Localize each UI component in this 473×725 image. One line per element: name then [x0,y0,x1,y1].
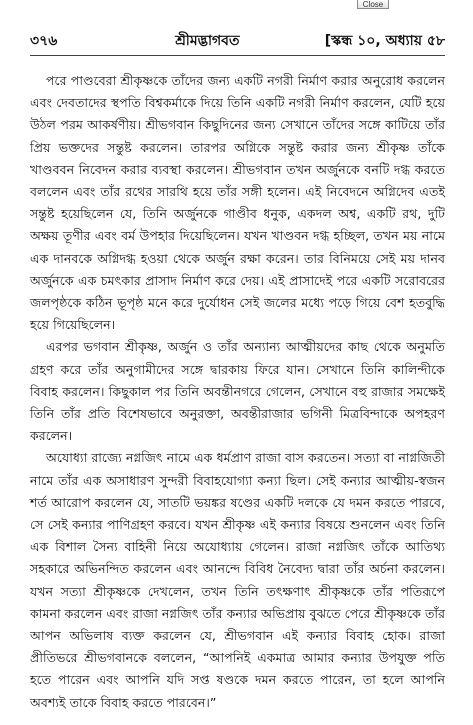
book-title: শ্রীমদ্ভাগবত [175,33,240,49]
paragraph: পরে পাণ্ডবেরা শ্রীকৃষ্ণকে তাঁদের জন্য একটি নগরী নির্মাণ করার অনুরোধ করলেন এবং দেবতাদের স্থপতি বিশ্বকর্মাকে দিয়ে তিনি একটি নগরী নির্মাণ করলেন, যেটি হয়ে উঠল পরম আকর্ষণীয়। শ্রীভগবান কিছুদিনের জন্য সেখানে তাঁদের সঙ্গে কাটিয়ে তাঁর প্রিয় ভক্তদের সন্তুষ্ট করলেন। তারপর অগ্নিকে সন্তুষ্ট করার জন্য শ্রীকৃষ্ণ তাঁকে খাণ্ডববন নিবেদন করার ব্যবস্থা করলেন। শ্রীভগবান তখন অর্জুনকে বনটি দগ্ধ করতে বললেন এবং তাঁর রথের সারথি হয়ে তাঁর সঙ্গী হলেন। এই নিবেদনে অগ্নিদেব এতই সন্তুষ্ট হয়েছিলেন যে, তিনি অর্জুনকে গাণ্ডীব ধনুক, একদল অশ্ব, একটি রথ, দুটি অক্ষয় তূণীর এবং বর্ম উপহার দিয়েছিলেন। যখন খাণ্ডবন দগ্ধ হচ্ছিল, তখন ময় নামে এক দানবকে অগ্নিদগ্ধ হওয়া থেকে অর্জুন রক্ষা করেন। তার বিনিময়ে সেই ময় দানব অর্জুনকে এক চমৎকার প্রাসাদ নির্মাণ করে দেয়। এই প্রাসাদেই পরে একটি সরোবরের জলপৃষ্ঠকে কঠিন ভূপৃষ্ঠ মনে করে দুর্যোধন সেই জলের মধ্যে পড়ে গিয়ে বেশ হতবুদ্ধি হয়ে গিয়েছিলেন। [30,73,445,333]
close-button[interactable]: Close [357,0,389,9]
book-page [30,30,445,714]
page-header [30,30,445,56]
page-number: ৩৭৬ [30,33,58,49]
paragraph: অযোধ্যা রাজ্যে নগ্নজিৎ নামে এক ধর্মপ্রাণ রাজা বাস করতেন। সত্যা বা নাগ্নজিতী নামে তাঁর এক অসাধারণ সুন্দরী বিবাহযোগ্যা কন্যা ছিল। সেই কন্যার আত্মীয়-স্বজন শর্ত আরোপ করলেন যে, সাতটি ভয়ঙ্কর ষণ্ডের একটি দলকে যে দমন করতে পারবে, সে সেই কন্যার পাণিগ্রহণ করবে। যখন শ্রীকৃষ্ণ এই কন্যার বিষয়ে শুনলেন এবং তিনি এক বিশাল সৈন্য বাহিনী নিয়ে অযোধ্যায় গেলেন। রাজা নগ্নজিৎ তাঁকে আতিথ্য সহকারে অভিনন্দিত করলেন এবং আনন্দে বিবিধ নৈবেদ্য দ্বারা তাঁর অর্চনা করলেন। যখন সত্যা শ্রীকৃষ্ণকে দেখলেন, তখন তিনি তৎক্ষণাৎ শ্রীকৃষ্ণকে তাঁর পতিরূপে কামনা করলেন এবং রাজা নগ্নজিৎ তাঁর কন্যার অভিপ্রায় বুঝতে পেরে শ্রীকৃষ্ণকে তাঁর আপন অভিলাষ ব্যক্ত করলেন যে, শ্রীভগবান এই কন্যার বিবাহ হোক। রাজা প্রীতিভরে শ্রীভগবানকে বললেন, “আপনিই একমাত্র আমার কন্যার উপযুক্ত পতি হতে পারেন এবং আপনি যদি সপ্ত ষণ্ডকে দমন করতে পারেন, তা হলে আপনি অবশ্যই তাকে বিবাহ করতে পারবেন।” [30,450,445,710]
chapter-reference: [স্কন্ধ ১০, অধ্যায় ৫৮ [324,33,445,49]
page-body [30,70,445,714]
paragraph: এরপর ভগবান শ্রীকৃষ্ণ, অর্জুন ও তাঁর অন্যান্য আত্মীয়দের কাছ থেকে অনুমতি গ্রহণ করে তাঁর অনুগামীদের সঙ্গে দ্বারকায় ফিরে যান। সেখানে তিনি কালিন্দীকে বিবাহ করলেন। কিছুকাল পর তিনি অবন্তীনগরে গেলেন, সেখানে বহু রাজার সমক্ষেই তিনি তাঁর প্রতি বিশেষভাবে অনুরক্তা, অবন্তীরাজার ভগিনী মিত্রবিন্দাকে অপহরণ করলেন। [30,339,445,444]
